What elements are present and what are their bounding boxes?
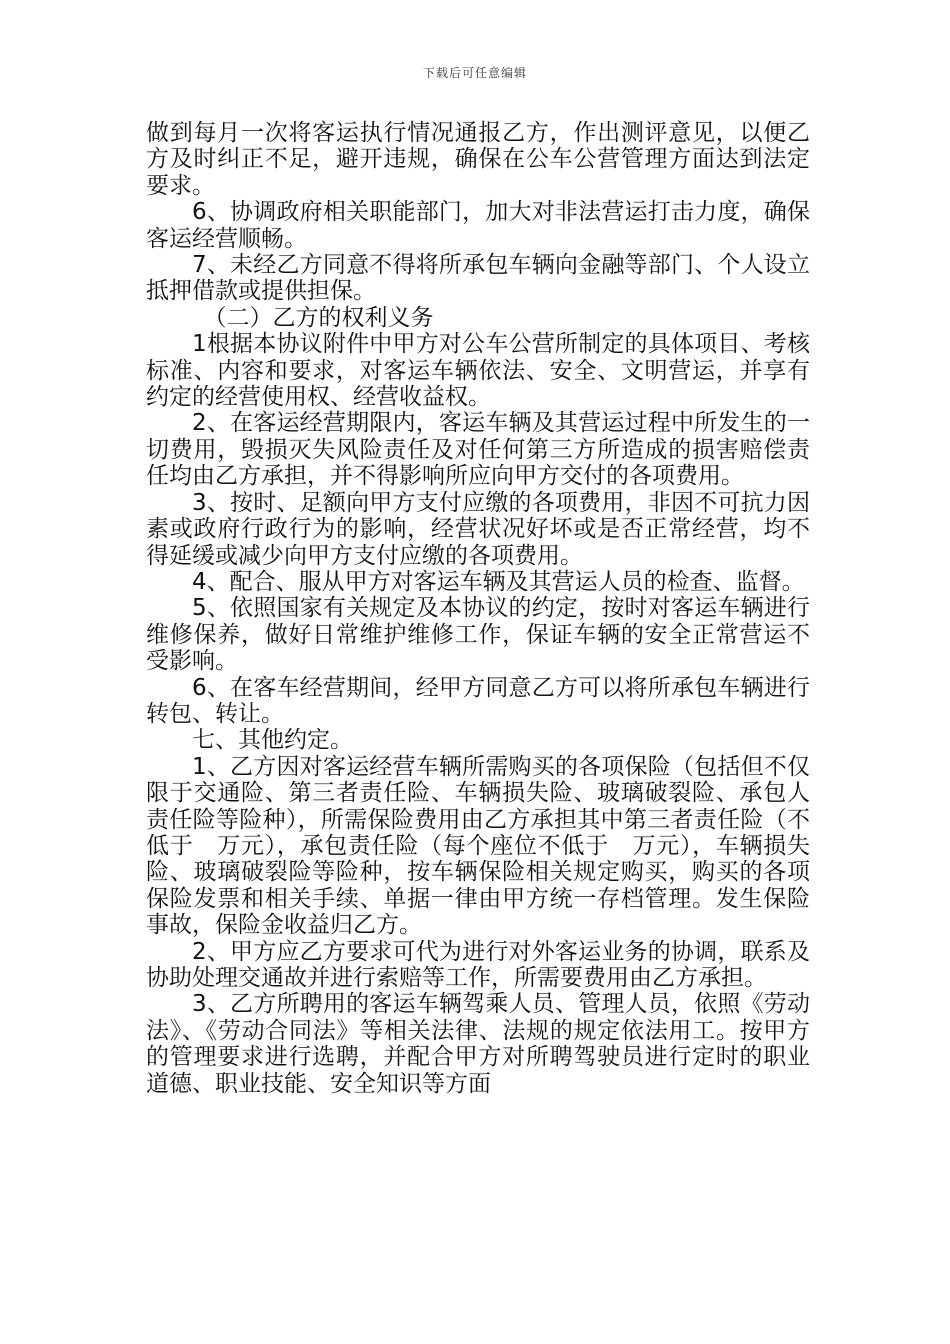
paragraph-6: 3、按时、足额向甲方支付应缴的各项费用，非因不可抗力因素或政府行政行为的影响，经营状况好坏或是否正常经营，均不得延缓或减少向甲方支付应缴的各项费用。	[146, 489, 810, 569]
paragraph-7: 4、配合、服从甲方对客运车辆及其营运人员的检查、监督。	[192, 568, 805, 595]
paragraph-2: 7、未经乙方同意不得将所承包车辆向金融等部门、个人设立抵押借款或提供担保。	[146, 252, 810, 305]
paragraph-9: 6、在客车经营期间，经甲方同意乙方可以将所承包车辆进行转包、转让。	[146, 674, 810, 727]
paragraph-13: 3、乙方所聘用的客运车辆驾乘人员、管理人员，依照《劳动法》、《劳动合同法》等相关法律、法规的规定依法用工。按甲方的管理要求进行选聘，并配合甲方对所聘驾驶员进行定时的职业道德、职业技能、安全知识等方面	[146, 991, 810, 1097]
paragraph-11: 1、乙方因对客运经营车辆所需购买的各项保险（包括但不仅限于交通险、第三者责任险、车辆损失险、玻璃破裂险、承包人责任险等险种），所需保险费用由乙方承担其中第三者责任险（不低于 万元），承包责任险（每个座位不低于 万元），车辆损失险、玻璃破裂险等险种，按车辆保险相关规定购买，购买的各项保险发票和相关手续、单据一律由甲方统一存档管理。发生保险事故，保险金收益归乙方。	[146, 753, 810, 939]
section-heading-other-agreements: 七、其他约定。	[192, 727, 353, 754]
paragraph-0: 做到每月一次将客运执行情况通报乙方，作出测评意见，以便乙方及时纠正不足，避开违规，确保在公车公营管理方面达到法定要求。	[146, 120, 810, 199]
paragraph-4: 1根据本协议附件中甲方对公车公营所制定的具体项目、考核标准、内容和要求，对客运车辆依法、安全、文明营运，并享有约定的经营使用权、经营收益权。	[146, 331, 810, 411]
page-header: 下载后可任意编辑	[422, 66, 527, 80]
paragraph-5: 2、在客运经营期限内，客运车辆及其营运过程中所发生的一切费用，毁损灭失风险责任及对任何第三方所造成的损害赔偿责任均由乙方承担，并不得影响所应向甲方交付的各项费用。	[146, 410, 810, 490]
paragraph-1: 6、协调政府相关职能部门，加大对非法营运打击力度，确保客运经营顺畅。	[146, 199, 810, 252]
paragraph-12: 2、甲方应乙方要求可代为进行对外客运业务的协调，联系及协助处理交通故并进行索赔等工作，所需要费用由乙方承担。	[146, 938, 810, 991]
document-body	[146, 120, 810, 1097]
section-heading-party-b-rights: （二）乙方的权利义务	[203, 304, 434, 331]
paragraph-8: 5、依照国家有关规定及本协议的约定，按时对客运车辆进行维修保养，做好日常维护维修工作，保证车辆的安全正常营运不受影响。	[146, 595, 810, 675]
